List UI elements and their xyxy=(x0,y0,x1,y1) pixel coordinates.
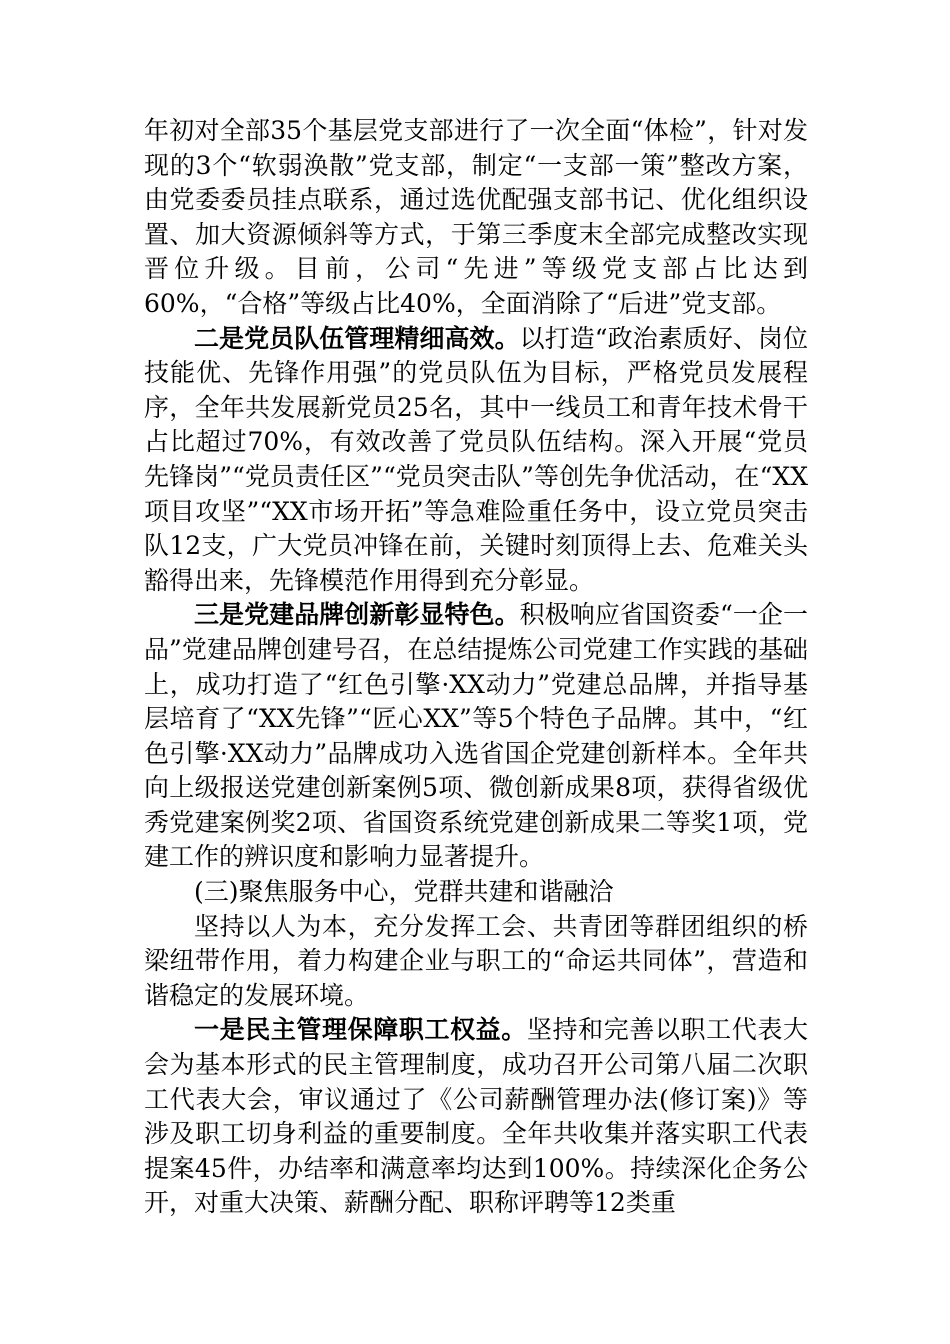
paragraph-text: 年初对全部35个基层党支部进行了一次全面“体检”，针对发现的3个“软弱涣散”党支部，制定“一支部一策”整改方案，由党委委员挂点联系，通过选优配强支部书记、优化组织设置、加大资源倾斜等方式，于第三季度末全部完成整改实现晋位升级。目前，公司“先进”等级党支部占比达到60%，“合格”等级占比40%，全面消除了“后进”党支部。 xyxy=(144,116,808,318)
paragraph-text: 坚持以人为本，充分发挥工会、共青团等群团组织的桥梁纽带作用，着力构建企业与职工的“命运共同体”，营造和谐稳定的发展环境。 xyxy=(144,911,808,1010)
paragraph-lead-heading: 三是党建品牌创新彰显特色。 xyxy=(194,600,520,630)
section-heading-text: (三)聚焦服务中心，党群共建和谐融洽 xyxy=(194,877,614,907)
paragraph-text: 坚持和完善以职工代表大会为基本形式的民主管理制度，成功召开公司第八届二次职工代表大会，审议通过了《公司薪酬管理办法(修订案)》等涉及职工切身利益的重要制度。全年共收集并落实职工代表提案45件，办结率和满意率均达到100%。持续深化企务公开，对重大决策、薪酬分配、职称评聘等12类重 xyxy=(144,1015,808,1218)
paragraph-text: 积极响应省国资委“一企一品”党建品牌创建号召，在总结提炼公司党建工作实践的基础上，成功打造了“红色引擎·XX动力”党建总品牌，并指导基层培育了“XX先锋”“匠心XX”等5个特色子品牌。其中，“红色引擎·XX动力”品牌成功入选省国企党建创新样本。全年共向上级报送党建创新案例5项、微创新成果8项，获得省级优秀党建案例奖2项、省国资系统党建创新成果二等奖1项，党建工作的辨识度和影响力显著提升。 xyxy=(144,600,808,872)
paragraph-branch-rectification xyxy=(144,114,808,322)
paragraph-brand-innovation xyxy=(144,598,808,875)
paragraph-member-management xyxy=(144,322,808,599)
document-body xyxy=(144,114,808,1221)
paragraph-lead-heading: 二是党员队伍管理精细高效。 xyxy=(194,323,520,353)
paragraph-democratic-management xyxy=(144,1013,808,1221)
section-heading xyxy=(144,875,808,910)
paragraph-lead-heading: 一是民主管理保障职工权益。 xyxy=(194,1015,527,1045)
paragraph-text: 以打造“政治素质好、岗位技能优、先锋作用强”的党员队伍为目标，严格党员发展程序，全年共发展新党员25名，其中一线员工和青年技术骨干占比超过70%，有效改善了党员队伍结构。深入开展“党员先锋岗”“党员责任区”“党员突击队”等创先争优活动，在“XX项目攻坚”“XX市场开拓”等急难险重任务中，设立党员突击队12支，广大党员冲锋在前，关键时刻顶得上去、危难关头豁得出来，先锋模范作用得到充分彰显。 xyxy=(144,323,808,595)
paragraph-section-intro xyxy=(144,910,808,1014)
